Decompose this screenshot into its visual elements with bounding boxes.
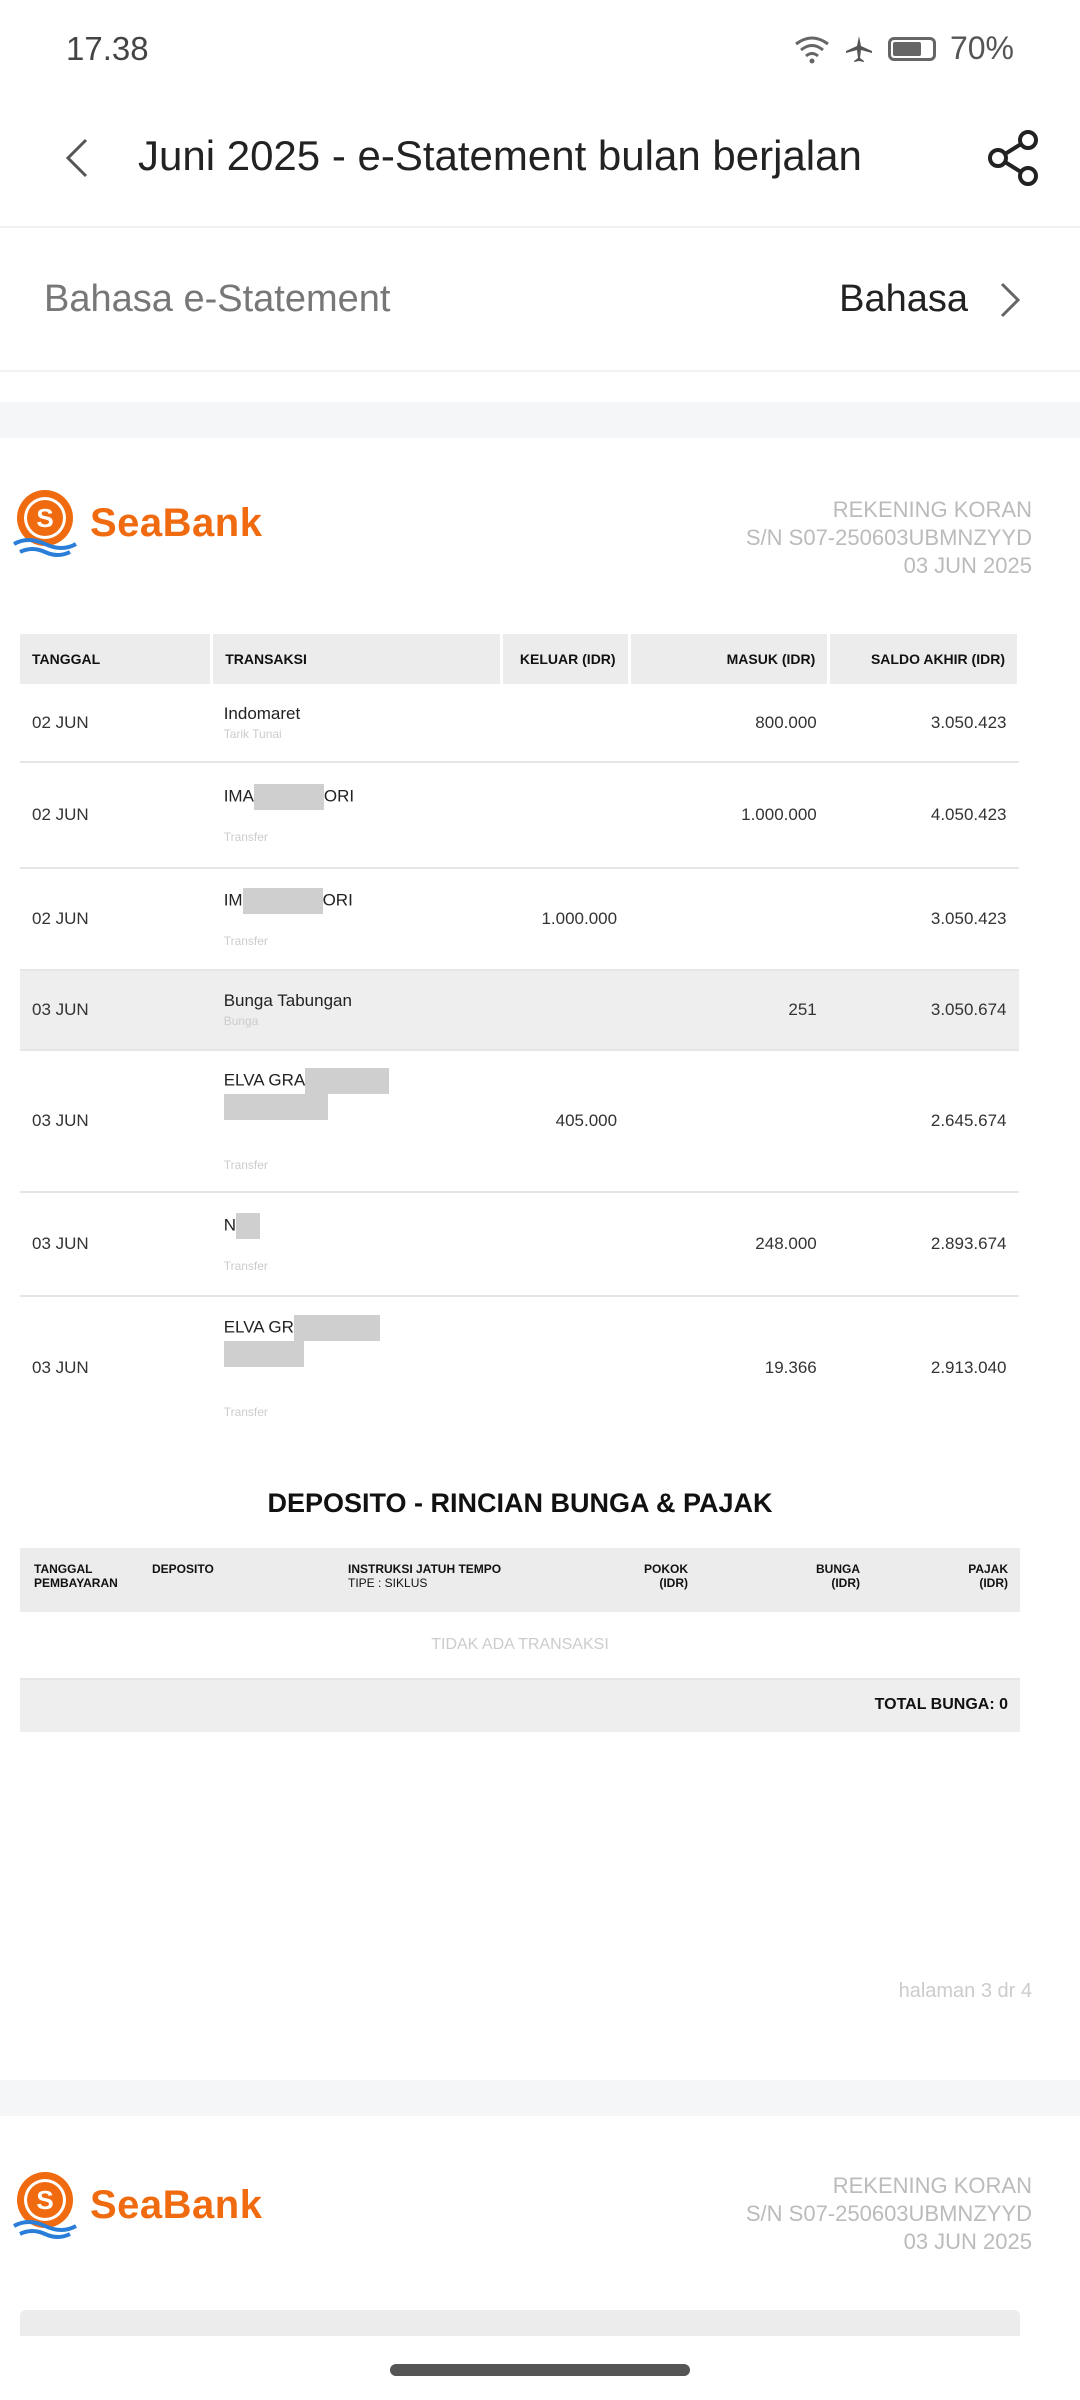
- row-in: 248.000: [629, 1192, 829, 1296]
- table-row: [20, 970, 1019, 1050]
- row-date: 02 JUN: [20, 868, 212, 970]
- row-in: 19.366: [764, 1357, 817, 1377]
- battery-icon: [888, 37, 936, 61]
- redaction: [305, 1068, 389, 1094]
- document-meta: [746, 2172, 1032, 2256]
- row-in: 1.000.000: [629, 762, 829, 868]
- no-transactions-text: TIDAK ADA TRANSAKSI: [431, 1636, 609, 1653]
- table-row: [20, 762, 1019, 868]
- transaction-type: Transfer: [223, 830, 268, 844]
- doc-type: REKENING KORAN: [832, 2173, 1032, 2198]
- row-balance: 3.050.423: [829, 868, 1019, 970]
- transaction-name: Indomaret: [223, 703, 301, 723]
- col-header-date: TANGGAL: [20, 634, 212, 684]
- row-in: 800.000: [629, 684, 829, 762]
- deposit-section-title: DEPOSITO - RINCIAN BUNGA & PAJAK: [267, 1488, 773, 1518]
- row-date: 03 JUN: [20, 1192, 212, 1296]
- transaction-name: ELVA GR: [224, 1315, 489, 1341]
- svg-text:S: S: [36, 2185, 54, 2215]
- row-in: 251: [629, 970, 829, 1050]
- transaction-type: Transfer: [223, 1158, 268, 1172]
- row-balance: 2.645.674: [829, 1050, 1019, 1192]
- status-icons: [794, 30, 1014, 67]
- col-header-out: KELUAR (IDR): [501, 634, 629, 684]
- table-row: [20, 684, 1019, 762]
- row-balance: 4.050.423: [829, 762, 1019, 868]
- total-interest-bar: TOTAL BUNGA: 0: [20, 1680, 1020, 1732]
- wifi-icon: [794, 34, 830, 64]
- table-header-partial: [20, 2310, 1020, 2336]
- transaction-detail-blurred: [224, 914, 489, 932]
- transaction-detail-blurred: [224, 1385, 489, 1403]
- row-date: 03 JUN: [32, 1357, 89, 1377]
- table-row: [20, 1296, 1019, 1438]
- row-date: 03 JUN: [20, 970, 212, 1050]
- language-value[interactable]: Bahasa: [839, 278, 968, 320]
- language-selector-row[interactable]: [0, 230, 1080, 372]
- app-header: [0, 100, 1080, 228]
- seabank-logo: [10, 488, 262, 558]
- transaction-name: ELVA GRA: [224, 1068, 489, 1094]
- row-out: [501, 1296, 629, 1438]
- share-icon[interactable]: [982, 126, 1046, 190]
- row-in: [629, 1050, 829, 1192]
- row-date: 02 JUN: [20, 762, 212, 868]
- col-header-deposit: DEPOSITO: [152, 1562, 214, 1576]
- row-date: 02 JUN: [20, 684, 212, 762]
- status-bar: [0, 0, 1080, 100]
- seabank-coin-icon: [10, 2170, 80, 2240]
- row-out: 1.000.000: [501, 868, 629, 970]
- transaction-type: Bunga: [223, 1014, 259, 1028]
- row-transaction: [212, 684, 501, 762]
- transaction-type: Tarik Tunai: [223, 726, 282, 741]
- seabank-wordmark: SeaBank: [90, 500, 263, 545]
- transaction-name: IMA ORI: [224, 784, 489, 810]
- row-out: [501, 762, 629, 868]
- doc-date: 03 JUN 2025: [903, 553, 1032, 578]
- seabank-logo: [10, 2170, 262, 2240]
- table-row: [20, 1192, 1019, 1296]
- col-header-in: MASUK (IDR): [629, 634, 829, 684]
- row-transaction: [212, 970, 501, 1050]
- transaction-type: Transfer: [223, 1259, 268, 1273]
- transaction-detail-blurred: [224, 810, 489, 828]
- transaction-type: Transfer: [223, 1404, 268, 1419]
- document-meta: [746, 496, 1032, 580]
- transaction-detail-blurred: [224, 1367, 489, 1385]
- chevron-right-icon: [990, 276, 1030, 324]
- page-separator: [0, 2080, 1080, 2116]
- col-header-interest: BUNGA (IDR): [816, 1562, 860, 1590]
- battery-percent: 70%: [949, 30, 1014, 66]
- table-header-row: [20, 634, 1019, 684]
- transaction-name: N: [224, 1213, 489, 1239]
- back-arrow-icon[interactable]: [48, 128, 108, 188]
- col-header-principal: POKOK (IDR): [643, 1562, 688, 1590]
- page-number: halaman 3 dr 4: [898, 1980, 1032, 2002]
- page-separator: [0, 402, 1080, 438]
- row-transaction: [212, 1192, 501, 1296]
- row-transaction: [212, 762, 501, 868]
- table-row: [20, 868, 1019, 970]
- transaction-detail-blurred: [224, 1120, 489, 1138]
- row-in: [629, 868, 829, 970]
- transaction-name-line2: [224, 1341, 489, 1367]
- row-transaction: [212, 1296, 501, 1438]
- home-indicator[interactable]: [390, 2364, 690, 2376]
- status-time: 17.38: [66, 30, 149, 67]
- row-balance: 2.893.674: [829, 1192, 1019, 1296]
- transaction-name: IM ORI: [224, 888, 489, 914]
- row-out: 405.000: [501, 1050, 629, 1192]
- redaction: [224, 1094, 328, 1120]
- transaction-type: Transfer: [223, 934, 268, 948]
- redaction: [294, 1315, 380, 1341]
- svg-text:S: S: [36, 503, 54, 533]
- redaction: [243, 888, 323, 914]
- seabank-wordmark: SeaBank: [90, 2182, 263, 2227]
- redaction: [224, 1341, 304, 1367]
- deposit-table-header: [20, 1548, 1020, 1612]
- doc-type: REKENING KORAN: [832, 497, 1032, 522]
- redaction: [254, 784, 324, 810]
- row-balance: 3.050.674: [829, 970, 1019, 1050]
- col-header-balance: SALDO AKHIR (IDR): [829, 634, 1019, 684]
- transaction-detail-blurred: [224, 1239, 489, 1257]
- row-out: [501, 970, 629, 1050]
- row-balance: 2.913.040: [930, 1357, 1007, 1377]
- col-header-maturity-instruction: INSTRUKSI JATUH TEMPO TIPE : SIKLUS: [348, 1562, 502, 1590]
- row-out: [501, 1192, 629, 1296]
- doc-date: 03 JUN 2025: [903, 2229, 1032, 2254]
- col-header-payment-date: TANGGAL PEMBAYARAN: [34, 1562, 118, 1590]
- seabank-coin-icon: [10, 488, 80, 558]
- table-row: [20, 1050, 1019, 1192]
- col-header-transaction: TRANSAKSI: [212, 634, 501, 684]
- transaction-detail-blurred: [224, 1138, 489, 1156]
- row-transaction: [212, 1050, 501, 1192]
- statement-page-next: [0, 2116, 1080, 2336]
- transaction-name-line2: [224, 1094, 489, 1120]
- redaction: [236, 1213, 260, 1239]
- doc-serial: S/N S07-250603UBMNZYYD: [745, 2201, 1032, 2226]
- transaction-table: [20, 634, 1020, 1438]
- page-title: Juni 2025 - e-Statement bulan berjalan: [138, 132, 862, 179]
- row-out: [501, 684, 629, 762]
- row-date: 03 JUN: [20, 1050, 212, 1192]
- col-header-tax: PAJAK (IDR): [968, 1562, 1008, 1590]
- row-transaction: [212, 868, 501, 970]
- statement-page: [0, 438, 1080, 2078]
- doc-serial: S/N S07-250603UBMNZYYD: [745, 525, 1032, 550]
- language-label: Bahasa e-Statement: [44, 278, 391, 320]
- transaction-name: Bunga Tabungan: [223, 991, 352, 1010]
- airplane-mode-icon: [844, 34, 874, 64]
- row-balance: 3.050.423: [829, 684, 1019, 762]
